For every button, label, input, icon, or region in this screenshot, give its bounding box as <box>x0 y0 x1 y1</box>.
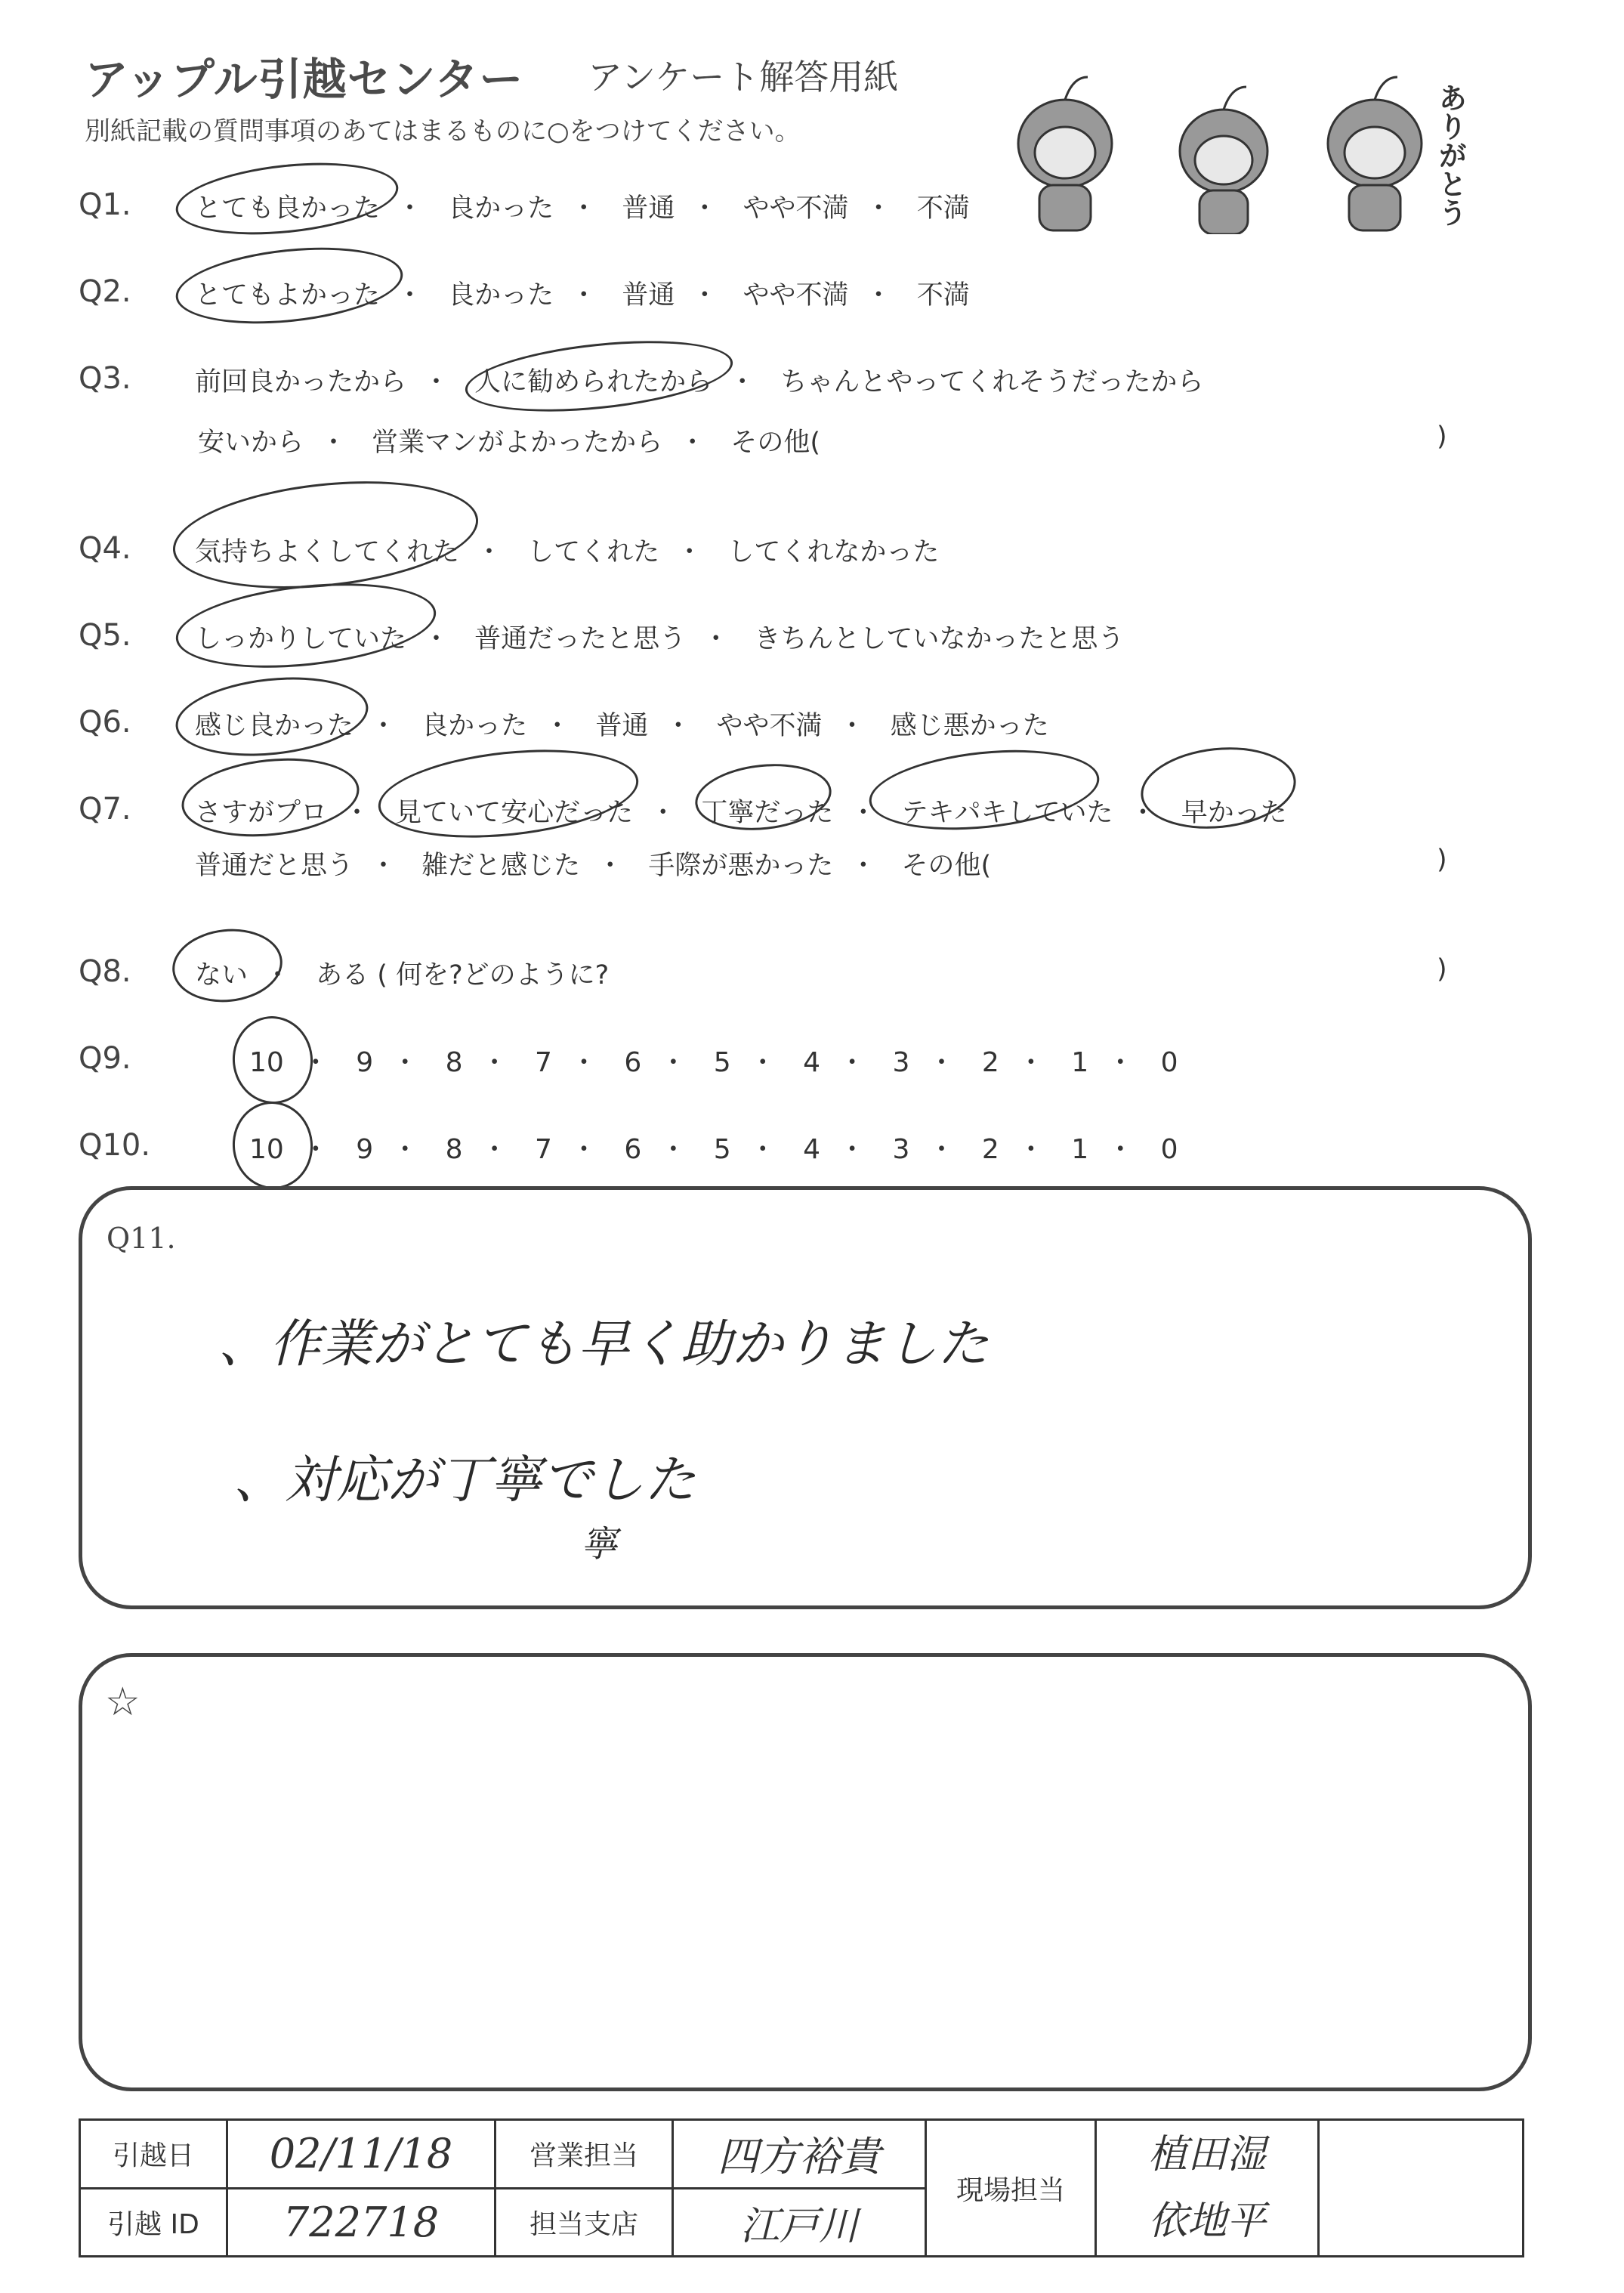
q6-option[interactable]: 良かった <box>421 711 528 741</box>
q10-scale-option[interactable]: 9 <box>356 1134 374 1165</box>
q9-scale-option[interactable]: 0 <box>1160 1047 1178 1078</box>
q9-scale-option[interactable]: 1 <box>1071 1047 1089 1078</box>
q10-scale-option[interactable]: 10 <box>249 1134 284 1165</box>
q9-label: Q9. <box>79 1041 131 1076</box>
q7-option-other[interactable]: その他( <box>901 851 992 881</box>
form-title: アンケート解答用紙 <box>588 57 899 97</box>
q7-option[interactable]: 普通だと思う <box>195 851 354 881</box>
q5-option[interactable]: しっかりしていた <box>195 624 407 654</box>
q1-option[interactable]: とても良かった <box>195 193 381 224</box>
move-date-label: 引越日 <box>80 2120 227 2189</box>
q10-scale-option[interactable]: 6 <box>624 1134 642 1165</box>
move-id-value: 722718 <box>227 2188 496 2257</box>
q3-option[interactable]: 人に勧められたから <box>474 367 713 397</box>
q11-correction-note: 寧 <box>581 1523 618 1565</box>
q5-options: しっかりしていた ・ 普通だったと思う ・ きちんとしていなかったと思う <box>195 618 1124 656</box>
q6-option[interactable]: 普通 <box>595 711 649 741</box>
q4-option[interactable]: 気持ちよくしてくれた <box>195 537 460 567</box>
q9-scale-option[interactable]: 8 <box>445 1047 463 1078</box>
site-staff-name: 依地平 <box>1147 2199 1266 2244</box>
q7-selection-circle <box>374 738 643 849</box>
move-id-label: 引越 ID <box>80 2188 227 2257</box>
q2-option[interactable]: やや不満 <box>743 280 849 311</box>
q11-comment-line: 、作業がとても早く助かりました <box>218 1315 990 1374</box>
q10-scale-option[interactable]: 8 <box>445 1134 463 1165</box>
q10-scale-option[interactable]: 2 <box>981 1134 999 1165</box>
arigatou-text: ありがとう <box>1434 83 1467 227</box>
q2-option[interactable]: 不満 <box>916 280 970 311</box>
star-comment-box[interactable] <box>79 1653 1532 2091</box>
q5-option[interactable]: きちんとしていなかったと思う <box>754 624 1125 654</box>
q3-other-close-paren: ) <box>1437 422 1447 452</box>
q9-scale-option[interactable]: 10 <box>249 1047 284 1078</box>
q11-comment-line: 、対応が丁寧でした <box>233 1451 696 1510</box>
q10-selection-circle <box>228 1098 317 1193</box>
q2-option[interactable]: 良かった <box>448 280 554 311</box>
q6-option[interactable]: 感じ良かった <box>195 711 354 741</box>
q11-comment-box[interactable] <box>79 1186 1532 1609</box>
q9-scale-option[interactable]: 4 <box>803 1047 821 1078</box>
q2-option[interactable]: 普通 <box>622 280 675 311</box>
q3-option[interactable]: 安いから <box>198 428 304 458</box>
question-q7-line2 <box>0 839 1624 884</box>
q1-option[interactable]: 普通 <box>622 193 675 224</box>
q4-option[interactable]: してくれなかった <box>727 537 940 567</box>
instruction-text: 別紙記載の質問事項のあてはまるものに○をつけてください。 <box>85 116 801 147</box>
q6-option[interactable]: 感じ悪かった <box>890 711 1049 741</box>
q4-option[interactable]: してくれた <box>527 537 660 567</box>
q3-options-line2: 安いから ・ 営業マンがよかったから ・ その他( <box>198 422 820 459</box>
branch-label: 担当支店 <box>496 2188 673 2257</box>
q8-option[interactable]: ある ( 何を?どのように? <box>316 960 610 990</box>
blank-cell <box>1319 2120 1524 2257</box>
q7-option[interactable]: 見ていて安心だった <box>395 798 634 828</box>
q2-label: Q2. <box>79 274 131 309</box>
q10-scale-option[interactable]: 1 <box>1071 1134 1089 1165</box>
q6-selection-circle <box>171 669 372 765</box>
q6-options: 感じ良かった ・ 良かった ・ 普通 ・ やや不満 ・ 感じ悪かった <box>195 705 1049 743</box>
q10-scale-option[interactable]: 5 <box>713 1134 731 1165</box>
q9-scale-option[interactable]: 7 <box>535 1047 552 1078</box>
q7-option[interactable]: 早かった <box>1181 798 1287 828</box>
q5-selection-circle <box>171 572 440 679</box>
q5-label: Q5. <box>79 618 131 653</box>
q8-selection-circle <box>168 924 286 1008</box>
q4-options: 気持ちよくしてくれた ・ してくれた ・ してくれなかった <box>195 531 939 569</box>
q6-option[interactable]: やや不満 <box>716 711 823 741</box>
q3-option[interactable]: 営業マンがよかったから <box>372 428 663 458</box>
q9-scale-option[interactable]: 9 <box>356 1047 374 1078</box>
q9-scale-option[interactable]: 2 <box>981 1047 999 1078</box>
q2-selection-circle <box>172 237 406 333</box>
q3-option-other[interactable]: その他( <box>730 428 820 458</box>
site-staff-label: 現場担当 <box>926 2120 1096 2257</box>
q9-selection-circle <box>228 1012 317 1108</box>
q3-options: 前回良かったから ・ 人に勧められたから ・ ちゃんとやってくれそうだったから <box>195 361 1203 399</box>
q7-options: さすがプロ ・ 見ていて安心だった ・ 丁寧だった ・ テキパキしていた ・ 早かった <box>195 792 1287 830</box>
q9-scale-option[interactable]: 6 <box>624 1047 642 1078</box>
q11-label: Q11. <box>107 1222 176 1255</box>
q7-option[interactable]: テキパキしていた <box>901 798 1113 828</box>
q1-selection-circle <box>172 153 402 244</box>
q7-option[interactable]: さすがプロ <box>195 798 328 828</box>
staff-info-table <box>79 2118 1524 2257</box>
company-name: アップル引越センター <box>85 54 524 105</box>
q9-scale: 10 ・ 9 ・ 8 ・ 7 ・ 6 ・ 5 ・ 4 ・ 3 ・ 2 ・ 1 ・ 0 <box>249 1047 1178 1078</box>
q7-options-line2: 普通だと思う ・ 雑だと感じた ・ 手際が悪かった ・ その他( <box>195 845 991 882</box>
q7-option[interactable]: 雑だと感じた <box>421 851 581 881</box>
question-q3-line2 <box>0 416 1624 461</box>
q4-selection-circle <box>168 468 483 602</box>
site-staff-name: 植田湿 <box>1147 2132 1266 2177</box>
q3-option[interactable]: ちゃんとやってくれそうだったから <box>780 367 1204 397</box>
q10-scale-option[interactable]: 7 <box>535 1134 552 1165</box>
q2-options: とてもよかった ・ 良かった ・ 普通 ・ やや不満 ・ 不満 <box>195 274 970 312</box>
sales-staff-label: 営業担当 <box>496 2120 673 2189</box>
q7-label: Q7. <box>79 792 131 827</box>
q8-close-paren: ) <box>1437 954 1447 984</box>
move-date-value: 02/11/18 <box>227 2120 496 2189</box>
q3-label: Q3. <box>79 361 131 396</box>
q1-option[interactable]: 不満 <box>916 193 970 224</box>
q6-label: Q6. <box>79 705 131 740</box>
q1-option[interactable]: 良かった <box>448 193 554 224</box>
q10-scale-option[interactable]: 0 <box>1160 1134 1178 1165</box>
q8-options: ない ・ ある ( 何を?どのように? <box>195 954 609 992</box>
q1-options: とても良かった ・ 良かった ・ 普通 ・ やや不満 ・ 不満 <box>195 187 970 225</box>
q8-option[interactable]: ない <box>195 960 249 990</box>
q4-label: Q4. <box>79 531 131 566</box>
q9-scale-option[interactable]: 3 <box>892 1047 910 1078</box>
sales-staff-value: 四方裕貴 <box>673 2120 926 2189</box>
q10-scale-option[interactable]: 3 <box>892 1134 910 1165</box>
question-q3 <box>0 355 1624 400</box>
q1-option[interactable]: やや不満 <box>743 193 849 224</box>
q8-label: Q8. <box>79 954 131 989</box>
q9-scale-option[interactable]: 5 <box>713 1047 731 1078</box>
q5-option[interactable]: 普通だったと思う <box>474 624 687 654</box>
q1-label: Q1. <box>79 187 131 222</box>
q3-selection-circle <box>462 330 736 423</box>
star-icon: ☆ <box>105 1680 140 1725</box>
q2-option[interactable]: とてもよかった <box>195 280 381 311</box>
q7-option[interactable]: 手際が悪かった <box>648 851 834 881</box>
q7-other-close-paren: ) <box>1437 845 1447 875</box>
site-staff-values <box>1096 2120 1319 2257</box>
q10-scale-option[interactable]: 4 <box>803 1134 821 1165</box>
q7-option[interactable]: 丁寧だった <box>701 798 834 828</box>
q10-label: Q10. <box>79 1128 151 1163</box>
q3-option[interactable]: 前回良かったから <box>195 367 407 397</box>
q10-scale: 10 ・ 9 ・ 8 ・ 7 ・ 6 ・ 5 ・ 4 ・ 3 ・ 2 ・ 1 ・ 0 <box>249 1134 1178 1165</box>
branch-value: 江戸川 <box>673 2188 926 2257</box>
